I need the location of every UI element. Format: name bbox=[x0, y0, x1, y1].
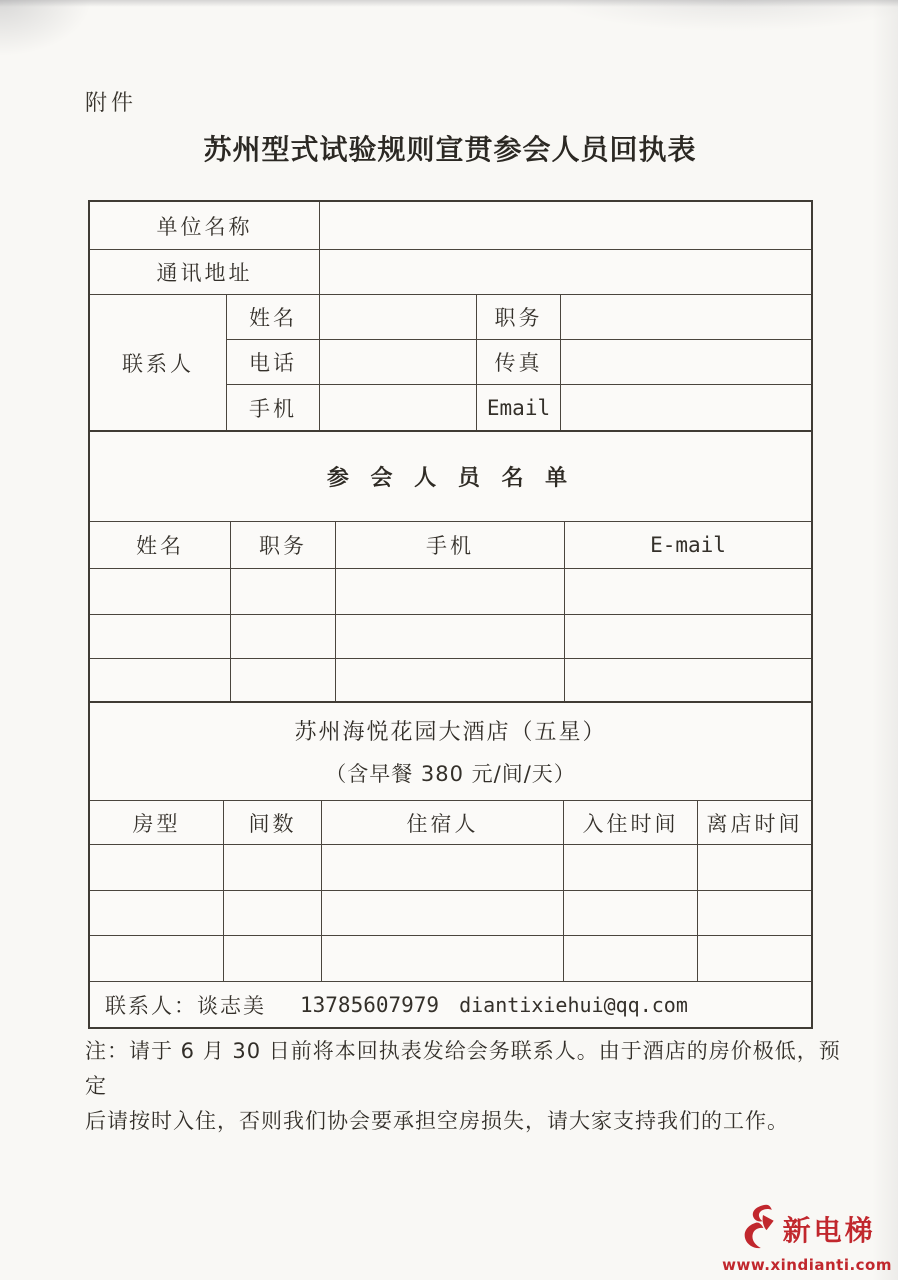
participant-row-cell bbox=[565, 615, 811, 659]
participant-row-cell bbox=[90, 615, 231, 659]
unit-name-value-cell bbox=[320, 202, 811, 250]
contact-phone-label: 电话 bbox=[227, 340, 320, 385]
contact-mobile-label: 手机 bbox=[227, 385, 320, 430]
participant-row-cell bbox=[231, 659, 336, 701]
room-row-cell bbox=[698, 891, 811, 936]
room-row-cell bbox=[322, 891, 564, 936]
contact-phone-value-cell bbox=[320, 340, 477, 385]
contact-position-label: 职务 bbox=[477, 295, 561, 340]
footnote-line-1: 注：请于 6 月 30 日前将本回执表发给会务联系人。由于酒店的房价极低，预定 bbox=[85, 1039, 841, 1098]
room-row-cell bbox=[224, 845, 322, 891]
xindianti-watermark bbox=[722, 1203, 892, 1274]
room-row-cell bbox=[322, 936, 564, 981]
participant-row-cell bbox=[231, 615, 336, 659]
hotel-info-section bbox=[90, 703, 811, 801]
participants-header-position: 职务 bbox=[231, 522, 336, 569]
contact-name-label: 姓名 bbox=[227, 295, 320, 340]
organizer-contact-name: 谈志美 bbox=[197, 993, 266, 1018]
contact-person-group-label: 联系人 bbox=[90, 295, 227, 430]
organizer-contact-email: diantixiehui@qq.com bbox=[459, 992, 688, 1017]
room-row-cell bbox=[564, 936, 698, 981]
room-header-type: 房型 bbox=[90, 801, 224, 845]
room-header-guest: 住宿人 bbox=[322, 801, 564, 845]
contact-position-value-cell bbox=[561, 295, 811, 340]
room-row-cell bbox=[564, 891, 698, 936]
room-header-checkout: 离店时间 bbox=[698, 801, 811, 845]
room-row-cell bbox=[698, 936, 811, 981]
room-row-cell bbox=[322, 845, 564, 891]
participants-header-name: 姓名 bbox=[90, 522, 231, 569]
room-row-cell bbox=[224, 891, 322, 936]
contact-mobile-value-cell bbox=[320, 385, 477, 430]
hotel-name-line: 苏州海悦花园大酒店（五星） bbox=[294, 720, 607, 745]
room-row-cell bbox=[698, 845, 811, 891]
address-value-cell bbox=[320, 250, 811, 295]
participant-row-cell bbox=[336, 569, 565, 615]
participants-header-mobile: 手机 bbox=[336, 522, 565, 569]
room-row-cell bbox=[90, 845, 224, 891]
organizer-contact-label: 联系人： bbox=[105, 993, 197, 1018]
footnote bbox=[85, 1034, 845, 1139]
unit-name-label: 单位名称 bbox=[90, 202, 320, 250]
participant-row-cell bbox=[336, 615, 565, 659]
participant-row-cell bbox=[565, 659, 811, 701]
room-row-cell bbox=[90, 891, 224, 936]
reply-form-table bbox=[88, 200, 813, 1029]
participant-row-cell bbox=[90, 569, 231, 615]
participant-row-cell bbox=[90, 659, 231, 701]
xindianti-logo-icon bbox=[739, 1203, 779, 1255]
participants-header-email: E-mail bbox=[565, 522, 811, 569]
attachment-label: 附件 bbox=[85, 91, 138, 116]
organizer-contact-phone: 13785607979 bbox=[300, 992, 440, 1017]
participants-table bbox=[90, 522, 811, 703]
participant-row-cell bbox=[336, 659, 565, 701]
contact-fax-value-cell bbox=[561, 340, 811, 385]
room-booking-table bbox=[90, 801, 811, 982]
contact-info-section bbox=[90, 202, 811, 432]
contact-email-label: Email bbox=[477, 385, 561, 430]
watermark-url-text: www.xindianti.com bbox=[722, 1256, 892, 1274]
contact-email-value-cell bbox=[561, 385, 811, 430]
participant-row-cell bbox=[231, 569, 336, 615]
room-header-count: 间数 bbox=[224, 801, 322, 845]
room-header-checkin: 入住时间 bbox=[564, 801, 698, 845]
room-row-cell bbox=[90, 936, 224, 981]
hotel-price-line: （含早餐 380 元/间/天） bbox=[325, 762, 576, 786]
organizer-contact-row bbox=[90, 982, 811, 1027]
room-row-cell bbox=[224, 936, 322, 981]
room-row-cell bbox=[564, 845, 698, 891]
contact-name-value-cell bbox=[320, 295, 477, 340]
address-label: 通讯地址 bbox=[90, 250, 320, 295]
participants-section-title: 参 会 人 员 名 单 bbox=[90, 432, 811, 522]
contact-fax-label: 传真 bbox=[477, 340, 561, 385]
watermark-brand-text: 新电梯 bbox=[782, 1214, 876, 1247]
participant-row-cell bbox=[565, 569, 811, 615]
footnote-line-2: 后请按时入住，否则我们协会要承担空房损失，请大家支持我们的工作。 bbox=[85, 1109, 789, 1133]
page-title: 苏州型式试验规则宣贯参会人员回执表 bbox=[203, 133, 697, 166]
